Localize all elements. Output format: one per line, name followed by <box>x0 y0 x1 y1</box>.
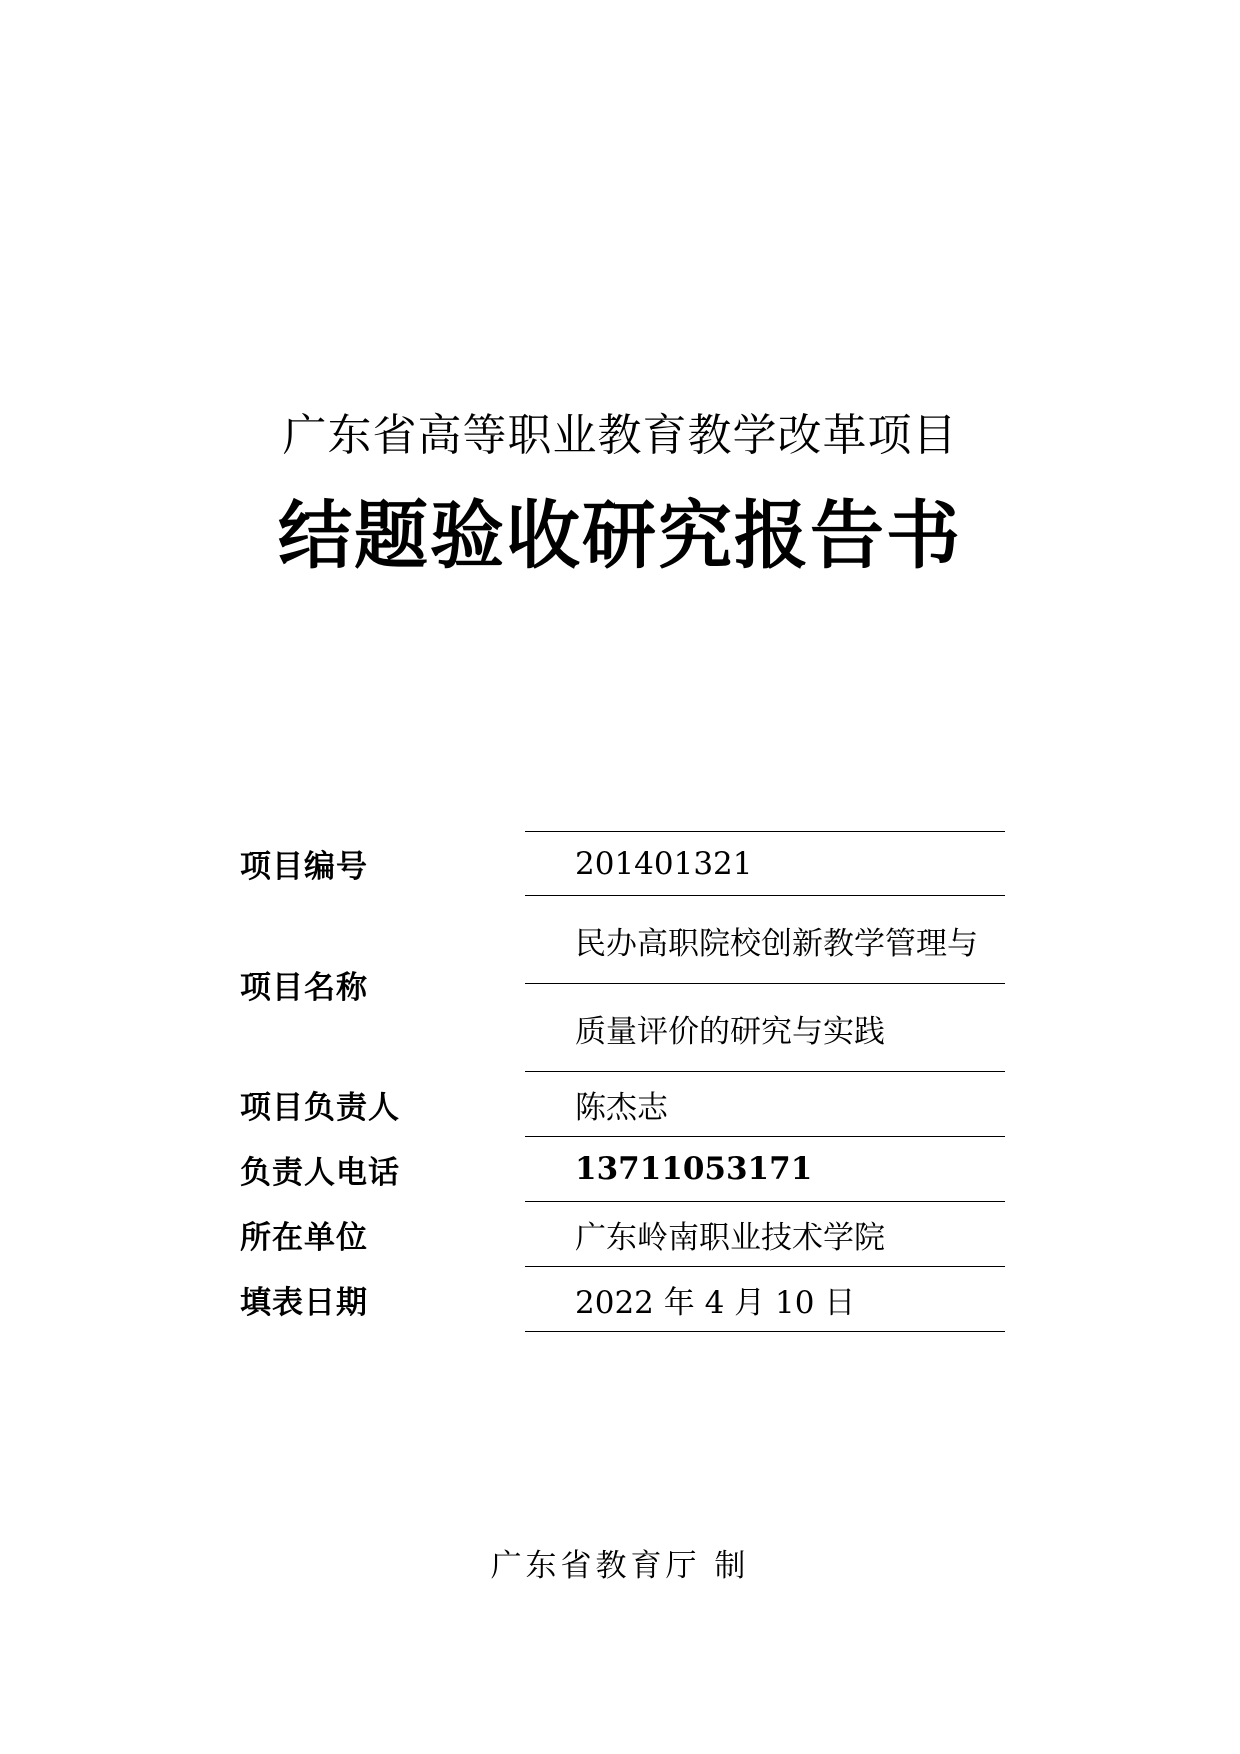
unit-field <box>525 1202 1005 1267</box>
phone-field <box>525 1137 1005 1202</box>
leader-field <box>525 1072 1005 1137</box>
unit-label: 所在单位 <box>240 1220 368 1256</box>
project-no-value: 201401321 <box>575 845 753 882</box>
row-unit <box>240 1202 1005 1267</box>
row-leader <box>240 1072 1005 1137</box>
project-no-label: 项目编号 <box>240 849 368 885</box>
leader-value: 陈杰志 <box>575 1089 668 1126</box>
row-phone <box>240 1137 1005 1202</box>
project-name-value-line1: 民办高职院校创新教学管理与 <box>575 925 978 962</box>
unit-value: 广东岭南职业技术学院 <box>575 1219 885 1256</box>
date-label: 填表日期 <box>240 1285 368 1321</box>
date-value: 2022 年 4 月 10 日 <box>575 1284 856 1321</box>
document-title-line1: 广东省高等职业教育教学改革项目 <box>282 410 958 461</box>
phone-label: 负责人电话 <box>240 1155 400 1191</box>
project-name-line1-cell <box>525 896 1005 984</box>
leader-label: 项目负责人 <box>240 1090 400 1126</box>
document-title-line2: 结题验收研究报告书 <box>278 493 962 579</box>
date-field <box>525 1267 1005 1332</box>
row-project-name <box>240 896 1005 1072</box>
row-project-no <box>240 831 1005 896</box>
project-info-form <box>240 831 1005 1332</box>
project-name-line2-cell <box>525 984 1005 1072</box>
project-name-label: 项目名称 <box>240 969 368 1006</box>
project-name-field <box>525 896 1005 1072</box>
phone-value: 13711053171 <box>575 1151 813 1187</box>
project-name-value-line2: 质量评价的研究与实践 <box>575 1013 885 1050</box>
project-no-field <box>525 831 1005 896</box>
issuer-footer: 广东省教育厅 制 <box>490 1548 750 1584</box>
row-date <box>240 1267 1005 1332</box>
